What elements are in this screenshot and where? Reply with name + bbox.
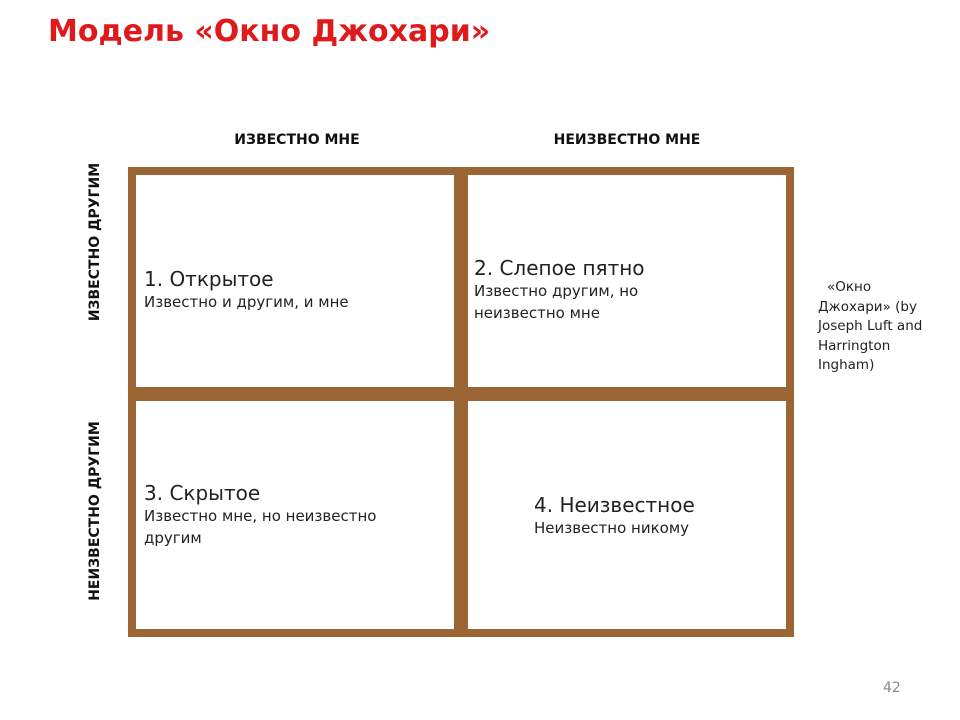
quadrant-blind-spot-title: 2. Слепое пятно [474, 256, 645, 280]
source-note [818, 278, 954, 376]
quadrant-hidden-description-line-1: Известно мне, но неизвестно [144, 507, 377, 525]
source-note-line-2: Джохари» (by [818, 298, 917, 315]
quadrant-unknown-title: 4. Неизвестное [534, 493, 695, 517]
row-header-known-to-others: ИЗВЕСТНО ДРУГИМ [87, 162, 103, 322]
column-header-known-to-me: ИЗВЕСТНО МНЕ [234, 132, 360, 148]
quadrant-blind-spot-description-line-2: неизвестно мне [474, 304, 600, 322]
column-header-unknown-to-me: НЕИЗВЕСТНО МНЕ [553, 132, 701, 148]
quadrant-unknown [468, 401, 786, 629]
source-note-line-3: Joseph Luft and [818, 318, 923, 334]
page-number: 42 [883, 680, 901, 696]
quadrant-blind-spot [468, 175, 786, 387]
quadrant-hidden-description-line-2: другим [144, 529, 202, 547]
source-note-line-5: Ingham) [818, 357, 875, 373]
page-title: Модель «Окно Джохари» [48, 14, 491, 49]
source-note-line-1: «Окно [827, 279, 872, 295]
quadrant-open-title: 1. Открытое [144, 267, 274, 291]
source-note-line-4: Harrington [818, 337, 891, 354]
quadrant-blind-spot-description-line-1: Известно другим, но [474, 282, 639, 300]
row-header-unknown-to-others: НЕИЗВЕСТНО ДРУГИМ [87, 421, 103, 601]
quadrant-open-description: Известно и другим, и мне [144, 293, 349, 311]
johari-window-grid [128, 167, 794, 637]
quadrant-open [136, 175, 454, 387]
quadrant-unknown-description: Неизвестно никому [534, 519, 690, 537]
quadrant-hidden-title: 3. Скрытое [144, 481, 261, 505]
quadrant-hidden [136, 401, 454, 629]
